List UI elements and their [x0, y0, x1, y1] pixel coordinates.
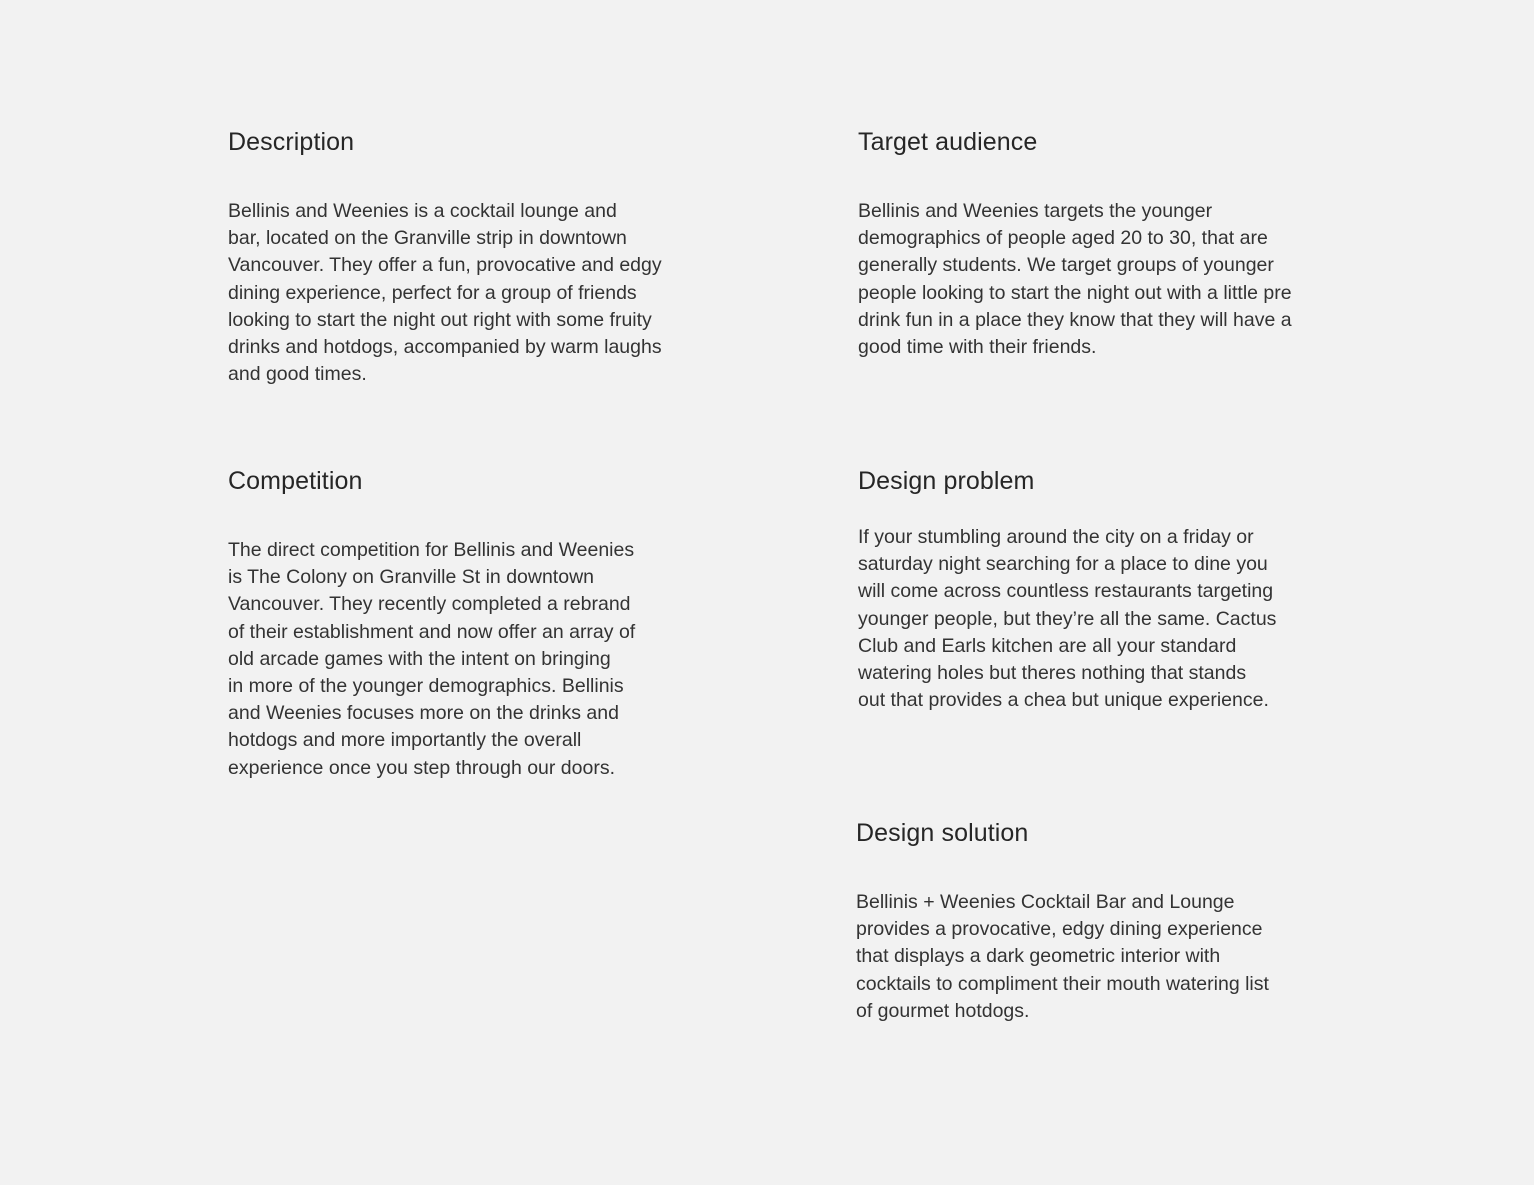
- competition-line: and Weenies focuses more on the drinks and: [228, 702, 619, 725]
- competition-line: is The Colony on Granville St in downtown: [228, 566, 594, 589]
- description-line: drinks and hotdogs, accompanied by warm laughs: [228, 336, 662, 359]
- target-audience-line: drink fun in a place they know that they will have a: [858, 308, 1292, 331]
- competition-body: [228, 537, 635, 782]
- target-audience-heading: Target audience: [858, 128, 1038, 156]
- competition-heading: Competition: [228, 467, 363, 495]
- design-solution-line: provides a provocative, edgy dining experience: [856, 918, 1263, 941]
- design-problem-line: younger people, but they’re all the same. Cactus: [858, 607, 1277, 630]
- description-line: and good times.: [228, 363, 367, 386]
- description-line: bar, located on the Granville strip in downtown: [228, 227, 627, 250]
- target-audience-line: demographics of people aged 20 to 30, that are: [858, 227, 1268, 250]
- design-solution-body: [856, 889, 1269, 1025]
- description-line: Bellinis and Weenies is a cocktail lounge and: [228, 200, 617, 222]
- design-problem-line: watering holes but theres nothing that stands: [858, 662, 1247, 685]
- description-section: [228, 127, 662, 388]
- design-problem-section: [858, 466, 1276, 714]
- target-audience-line: good time with their friends.: [858, 336, 1097, 359]
- description-line: looking to start the night out right with some fruity: [228, 308, 652, 331]
- design-solution-section: [856, 818, 1269, 1025]
- target-audience-body: [858, 198, 1292, 361]
- design-solution-line: that displays a dark geometric interior with: [856, 945, 1221, 968]
- design-solution-line: of gourmet hotdogs.: [856, 999, 1030, 1022]
- competition-line: hotdogs and more importantly the overall: [228, 729, 582, 752]
- design-solution-line: cocktails to compliment their mouth watering list: [856, 972, 1269, 995]
- competition-section: [228, 466, 635, 782]
- design-problem-body: [858, 524, 1276, 714]
- target-audience-line: Bellinis and Weenies targets the younger: [858, 200, 1213, 222]
- competition-line: in more of the younger demographics. Bellinis: [228, 675, 624, 698]
- design-problem-line: If your stumbling around the city on a friday or: [858, 526, 1254, 548]
- competition-line: old arcade games with the intent on bringing: [228, 647, 611, 670]
- design-problem-heading: Design problem: [858, 467, 1035, 495]
- competition-line: of their establishment and now offer an array of: [228, 620, 636, 643]
- description-heading: Description: [228, 128, 355, 156]
- competition-line: Vancouver. They recently completed a rebrand: [228, 593, 631, 616]
- competition-line: The direct competition for Bellinis and Weenies: [228, 539, 635, 561]
- design-problem-line: Club and Earls kitchen are all your standard: [858, 634, 1237, 657]
- competition-line: experience once you step through our doors.: [228, 756, 616, 779]
- design-problem-line: will come across countless restaurants targeting: [858, 580, 1274, 603]
- design-problem-line: saturday night searching for a place to dine you: [858, 553, 1268, 576]
- target-audience-section: [858, 127, 1292, 361]
- target-audience-line: generally students. We target groups of younger: [858, 254, 1274, 277]
- description-body: [228, 198, 662, 388]
- design-problem-line: out that provides a chea but unique experience.: [858, 689, 1269, 712]
- design-solution-line: Bellinis + Weenies Cocktail Bar and Lounge: [856, 891, 1235, 913]
- design-solution-heading: Design solution: [856, 819, 1029, 847]
- target-audience-line: people looking to start the night out with a little pre: [858, 281, 1292, 304]
- description-line: dining experience, perfect for a group of friends: [228, 281, 637, 304]
- description-line: Vancouver. They offer a fun, provocative and edgy: [228, 254, 662, 277]
